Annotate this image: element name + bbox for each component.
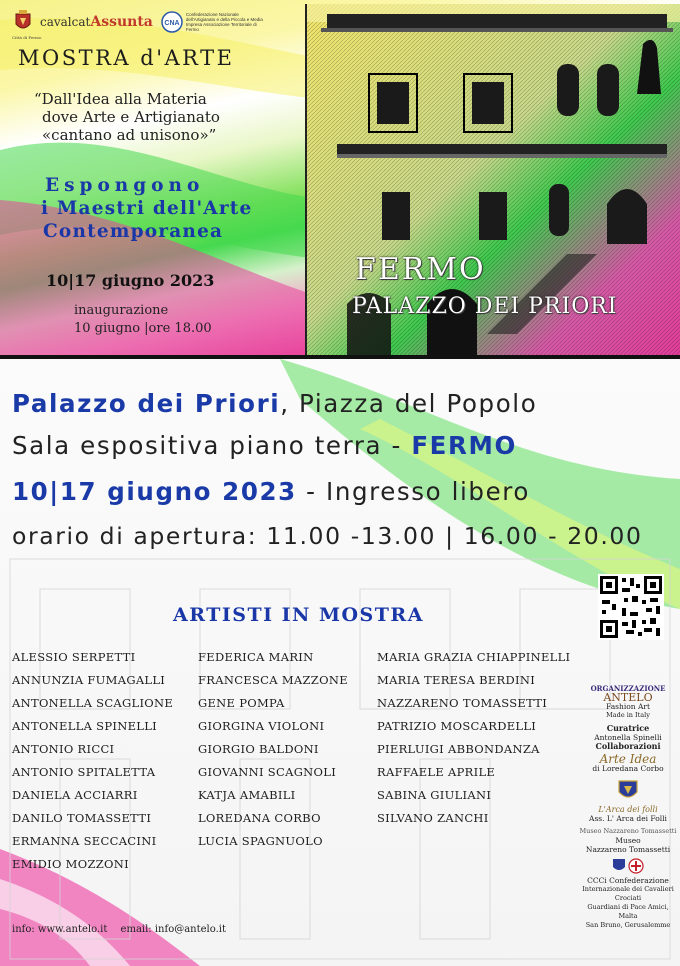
qr-code-icon[interactable] bbox=[598, 574, 664, 640]
inauguration: inaugurazione 10 giugno |ore 18.00 bbox=[74, 303, 212, 336]
artists-column-2 bbox=[198, 646, 348, 853]
antelo-logo: ANTELO bbox=[603, 691, 653, 704]
artist-name: KATJA AMABILI bbox=[198, 788, 296, 802]
photo-city: FERMO bbox=[355, 252, 486, 287]
artist-name: SABINA GIULIANI bbox=[377, 788, 492, 802]
artist-name: LUCIA SPAGNUOLO bbox=[198, 834, 323, 848]
footer-contacts bbox=[12, 924, 236, 935]
artist-name: ANTONIO RICCI bbox=[12, 742, 115, 756]
artist-name: MARIA GRAZIA CHIAPPINELLI bbox=[377, 650, 571, 664]
hours-line: orario di apertura: 11.00 -13.00 | 16.00 - 20.00 bbox=[12, 522, 643, 550]
arte-idea-subtitle: di Loredana Corbo bbox=[592, 764, 664, 773]
cavalcata-logo: cavalcatAssunta bbox=[40, 14, 153, 30]
arca-association: Ass. L' Arca dei Folli bbox=[589, 814, 667, 823]
ccci-icons bbox=[578, 858, 678, 876]
artist-name: PIERLUIGI ABBONDANZA bbox=[377, 742, 540, 756]
artist-name: LOREDANA CORBO bbox=[198, 811, 321, 825]
arca-shield-icon bbox=[617, 779, 639, 803]
email-link[interactable]: email: info@antelo.it bbox=[120, 924, 226, 935]
artist-name: DANIELA ACCIARRI bbox=[12, 788, 138, 802]
hall-line: Sala espositiva piano terra - FERMO bbox=[12, 431, 517, 460]
organization-label: ORGANIZZAZIONE bbox=[590, 684, 666, 693]
artist-name: SILVANO ZANCHI bbox=[377, 811, 489, 825]
exhibition-quote: “Dall'Idea alla Materia dove Arte e Artigianato «cantano ad unisono»” bbox=[34, 90, 220, 144]
ccci-cross-icon bbox=[611, 858, 645, 874]
artist-name: GIORGIO BALDONI bbox=[198, 742, 319, 756]
artist-name: MARIA TERESA BERDINI bbox=[377, 673, 536, 687]
svg-text:CNA: CNA bbox=[164, 20, 180, 27]
ccci-sub-1: Internazionale dei Cavalieri Crociati bbox=[582, 885, 674, 902]
artist-name: ANTONIO SPITALETTA bbox=[12, 765, 156, 779]
logo-row bbox=[14, 6, 266, 38]
museo-name: Nazzareno Tomassetti bbox=[585, 845, 671, 854]
artist-name: DANILO TOMASSETTI bbox=[12, 811, 152, 825]
photo-place: PALAZZO DEI PRIORI bbox=[352, 294, 618, 319]
artist-name: GENE POMPA bbox=[198, 696, 285, 710]
artists-title: ARTISTI IN MOSTRA bbox=[173, 604, 424, 626]
ccci-title: CCCi Confederazione bbox=[587, 876, 669, 885]
venue-line: Palazzo dei Priori, Piazza del Popolo bbox=[12, 389, 538, 418]
artist-name: FEDERICA MARIN bbox=[198, 650, 314, 664]
artist-name: RAFFAELE APRILE bbox=[377, 765, 496, 779]
artist-name: GIORGINA VIOLONI bbox=[198, 719, 325, 733]
dates-line: 10|17 giugno 2023 - Ingresso libero bbox=[12, 477, 530, 506]
curatrice-label: Curatrice bbox=[606, 723, 650, 733]
collaborazioni-label: Collaborazioni bbox=[595, 741, 661, 751]
curatrice-name: Antonella Spinelli bbox=[594, 733, 662, 742]
exhibition-title: MOSTRA d'ARTE bbox=[18, 46, 235, 70]
cna-icon bbox=[161, 11, 183, 33]
arca-logo: L'Arca dei folli bbox=[598, 805, 658, 814]
crest-caption: Città di Fermo bbox=[12, 35, 42, 40]
city-crest-icon bbox=[12, 10, 42, 40]
exhibition-dates: 10|17 giugno 2023 bbox=[46, 271, 215, 290]
antelo-subtitle: Fashion Art bbox=[606, 702, 650, 711]
artists-column-3 bbox=[377, 646, 570, 830]
arte-idea-logo: Arte Idea bbox=[599, 752, 657, 766]
ccci-sub-3: San Bruno, Gerusalemme bbox=[585, 921, 671, 929]
artist-name: GIOVANNI SCAGNOLI bbox=[198, 765, 337, 779]
cna-logo bbox=[161, 11, 266, 33]
antelo-made: Made in Italy bbox=[606, 711, 650, 719]
espongono-block: Espongono i Maestri dell'Arte Contemporanea bbox=[41, 175, 253, 242]
museo-label: Museo bbox=[615, 836, 641, 845]
artist-name: ANTONELLA SCAGLIONE bbox=[12, 696, 174, 710]
artist-name: ERMANNA SECCACINI bbox=[12, 834, 157, 848]
artist-name: PATRIZIO MOSCARDELLI bbox=[377, 719, 537, 733]
artist-name: NAZZARENO TOMASSETTI bbox=[377, 696, 548, 710]
organizers-panel bbox=[578, 684, 678, 930]
artist-name: ALESSIO SERPETTI bbox=[12, 650, 136, 664]
artist-name: EMIDIO MOZZONI bbox=[12, 857, 129, 871]
website-link[interactable]: info: www.antelo.it bbox=[12, 924, 108, 935]
ccci-sub-2: Guardiani di Pace Amici, Malta bbox=[587, 903, 669, 920]
artists-column-1 bbox=[12, 646, 173, 876]
artist-name: ANTONELLA SPINELLI bbox=[12, 719, 157, 733]
museo-logo: Museo Nazzareno Tomassetti bbox=[579, 827, 677, 835]
top-banner bbox=[0, 0, 680, 357]
cna-text: Confederazione Nazionale dell'Artigianato e della Piccola e Media Impresa Associazione Territoriale di Fermo bbox=[185, 12, 263, 32]
artist-name: FRANCESCA MAZZONE bbox=[198, 673, 348, 687]
artist-name: ANNUNZIA FUMAGALLI bbox=[12, 673, 166, 687]
